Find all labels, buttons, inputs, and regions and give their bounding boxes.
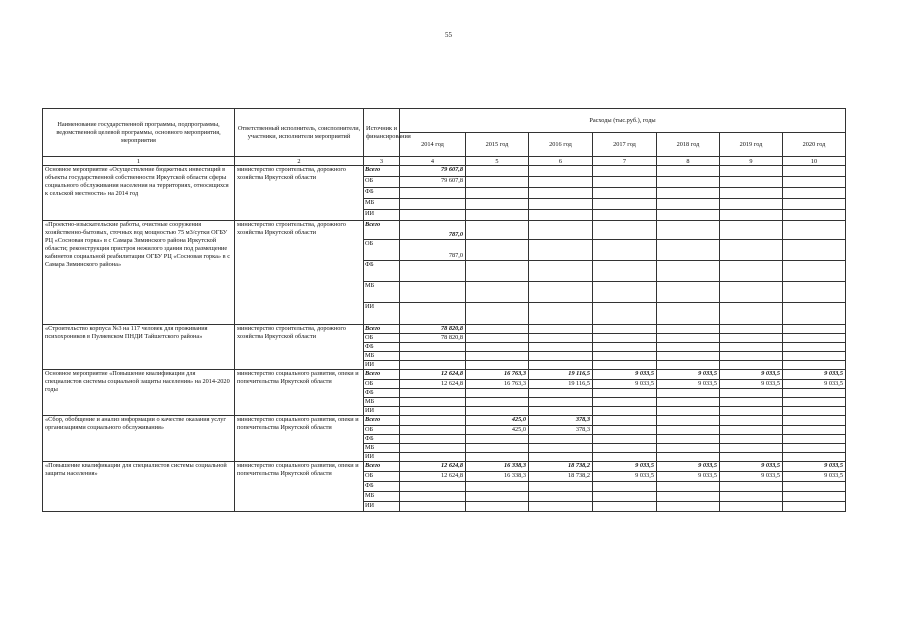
- expense-value: [720, 398, 783, 407]
- expense-value: [400, 282, 466, 303]
- expense-value: [400, 361, 466, 370]
- expense-value: [593, 221, 657, 240]
- expense-value: [466, 188, 529, 199]
- expense-value: [720, 188, 783, 199]
- expense-value: [783, 221, 846, 240]
- expense-value: [466, 199, 529, 210]
- expense-value: [400, 426, 466, 435]
- funding-source: ИИ: [364, 210, 400, 221]
- expense-value: [529, 199, 593, 210]
- expense-value: [466, 407, 529, 416]
- table-body: [43, 166, 846, 512]
- col-number: 7: [593, 157, 657, 166]
- expense-value: [529, 334, 593, 343]
- expense-value: [466, 389, 529, 398]
- expense-value: [783, 177, 846, 188]
- expense-value: [593, 343, 657, 352]
- expense-value: [657, 435, 720, 444]
- expense-value: [657, 361, 720, 370]
- expense-value: [529, 325, 593, 334]
- expense-value: 425,0: [466, 426, 529, 435]
- executor: министерство социального развития, опеки и попечительства Иркутской области: [235, 416, 364, 462]
- expense-value: 787,0: [400, 240, 466, 261]
- expense-value: [466, 398, 529, 407]
- expense-value: [400, 352, 466, 361]
- expense-value: [593, 398, 657, 407]
- expense-value: [529, 177, 593, 188]
- expense-value: 18 738,2: [529, 462, 593, 472]
- expense-value: [720, 343, 783, 352]
- expense-value: [593, 210, 657, 221]
- expense-value: [466, 240, 529, 261]
- expense-value: [466, 221, 529, 240]
- expense-value: [720, 492, 783, 502]
- expense-value: [657, 453, 720, 462]
- executor: министерство социального развития, опеки и попечительства Иркутской области: [235, 462, 364, 512]
- expense-value: [783, 453, 846, 462]
- expense-value: [783, 166, 846, 177]
- expense-value: [720, 435, 783, 444]
- expense-value: 19 116,5: [529, 380, 593, 389]
- col-number: 4: [400, 157, 466, 166]
- expense-value: 12 624,8: [400, 380, 466, 389]
- activity-name: «Повышение квалификации для специалистов системы социальной защиты населения»: [43, 462, 235, 512]
- expense-value: [720, 240, 783, 261]
- expense-value: [466, 482, 529, 492]
- header-expenses: Расходы (тыс.руб.), годы: [400, 109, 846, 133]
- expense-value: [783, 502, 846, 512]
- expense-value: [783, 389, 846, 398]
- header-year: 2018 год: [657, 133, 720, 157]
- expense-value: [657, 482, 720, 492]
- expense-value: [593, 188, 657, 199]
- expense-value: 12 624,8: [400, 472, 466, 482]
- expense-value: [466, 177, 529, 188]
- executor: министерство строительства, дорожного хозяйства Иркутской области: [235, 166, 364, 221]
- expense-value: 378,3: [529, 416, 593, 426]
- expense-value: 9 033,5: [593, 472, 657, 482]
- expense-value: [529, 389, 593, 398]
- expense-value: [400, 444, 466, 453]
- expense-value: [400, 188, 466, 199]
- expense-value: [466, 210, 529, 221]
- expense-value: [657, 177, 720, 188]
- expense-value: [783, 188, 846, 199]
- expense-value: [593, 282, 657, 303]
- expense-value: 9 033,5: [720, 462, 783, 472]
- table-row: [43, 166, 846, 177]
- expense-value: [720, 352, 783, 361]
- expense-value: 16 763,3: [466, 370, 529, 380]
- expense-value: 79 607,8: [400, 166, 466, 177]
- header-executor: Ответственный исполнитель, соисполнители, участники, исполнители мероприятий: [235, 109, 364, 157]
- expense-value: [657, 261, 720, 282]
- expense-value: 787,0: [400, 221, 466, 240]
- expense-value: 9 033,5: [783, 370, 846, 380]
- expense-value: [466, 435, 529, 444]
- funding-source: Всего: [364, 325, 400, 334]
- funding-source: МБ: [364, 352, 400, 361]
- expense-value: [783, 325, 846, 334]
- funding-source: Всего: [364, 416, 400, 426]
- funding-source: Всего: [364, 166, 400, 177]
- expense-value: [400, 453, 466, 462]
- expense-value: [720, 325, 783, 334]
- expense-value: [466, 361, 529, 370]
- expense-value: [657, 303, 720, 325]
- expense-value: [657, 343, 720, 352]
- expense-value: [657, 166, 720, 177]
- expense-value: [593, 199, 657, 210]
- expense-value: [400, 398, 466, 407]
- expense-value: 9 033,5: [657, 380, 720, 389]
- expense-value: [400, 492, 466, 502]
- funding-source: ФБ: [364, 261, 400, 282]
- expense-value: 9 033,5: [720, 370, 783, 380]
- funding-source: Всего: [364, 462, 400, 472]
- expense-value: [657, 407, 720, 416]
- expense-value: [720, 282, 783, 303]
- funding-source: ФБ: [364, 482, 400, 492]
- expense-value: 9 033,5: [720, 472, 783, 482]
- table-row: [43, 462, 846, 472]
- expense-value: 12 624,8: [400, 462, 466, 472]
- executor: министерство строительства, дорожного хозяйства Иркутской области: [235, 325, 364, 370]
- expense-value: [529, 166, 593, 177]
- expense-value: [720, 444, 783, 453]
- activity-name: «Сбор, обобщение и анализ информации о качестве оказания услуг организациями социального обслуживания»: [43, 416, 235, 462]
- expense-value: 9 033,5: [593, 370, 657, 380]
- expense-value: [657, 221, 720, 240]
- expense-value: 9 033,5: [657, 370, 720, 380]
- expense-value: [657, 352, 720, 361]
- expense-value: [529, 502, 593, 512]
- expense-value: [466, 343, 529, 352]
- expense-value: [720, 166, 783, 177]
- expense-value: [529, 492, 593, 502]
- expense-value: [720, 482, 783, 492]
- funding-source: ФБ: [364, 188, 400, 199]
- expense-value: [657, 492, 720, 502]
- expense-value: [529, 261, 593, 282]
- expense-value: [400, 482, 466, 492]
- expense-value: [783, 407, 846, 416]
- expense-value: [720, 177, 783, 188]
- expense-value: 79 607,8: [400, 177, 466, 188]
- expense-value: [720, 453, 783, 462]
- expense-value: [529, 361, 593, 370]
- expense-value: [400, 199, 466, 210]
- funding-source: МБ: [364, 199, 400, 210]
- expense-value: 9 033,5: [657, 472, 720, 482]
- expense-value: 9 033,5: [783, 462, 846, 472]
- expense-value: 16 338,3: [466, 472, 529, 482]
- header-source: Источник и финансирования: [364, 109, 400, 157]
- funding-source: ИИ: [364, 453, 400, 462]
- expense-value: [529, 352, 593, 361]
- expense-value: [593, 492, 657, 502]
- expense-value: [400, 407, 466, 416]
- funding-source: ФБ: [364, 435, 400, 444]
- expense-value: [720, 407, 783, 416]
- expense-value: [400, 389, 466, 398]
- expense-value: 19 116,5: [529, 370, 593, 380]
- col-number: 2: [235, 157, 364, 166]
- expense-value: [529, 435, 593, 444]
- expense-value: [529, 482, 593, 492]
- executor: министерство социального развития, опеки и попечительства Иркутской области: [235, 370, 364, 416]
- expense-value: [529, 221, 593, 240]
- expense-value: [783, 210, 846, 221]
- expense-value: [657, 398, 720, 407]
- expense-value: [593, 325, 657, 334]
- budget-table: [42, 108, 846, 512]
- expense-value: 378,3: [529, 426, 593, 435]
- table-row: [43, 221, 846, 240]
- expense-value: [783, 444, 846, 453]
- expense-value: [720, 199, 783, 210]
- expense-value: [466, 453, 529, 462]
- expense-value: [657, 334, 720, 343]
- activity-name: Основное мероприятие «Повышение квалификации для специалистов системы социальной защиты населения» на 2014-2020 годы: [43, 370, 235, 416]
- expense-value: 18 738,2: [529, 472, 593, 482]
- funding-source: ОБ: [364, 426, 400, 435]
- activity-name: Основное мероприятие «Осуществление бюджетных инвестиций в объекты государственной собственности Иркутской области сферы социального обслуживания населения на территориях, относящихся к сельской местности» на 2014 год: [43, 166, 235, 221]
- funding-source: МБ: [364, 398, 400, 407]
- expense-value: [783, 261, 846, 282]
- col-number: 6: [529, 157, 593, 166]
- expense-value: 9 033,5: [593, 380, 657, 389]
- expense-value: [400, 435, 466, 444]
- expense-value: 9 033,5: [783, 472, 846, 482]
- funding-source: МБ: [364, 492, 400, 502]
- expense-value: [720, 210, 783, 221]
- expense-value: [593, 166, 657, 177]
- expense-value: [657, 325, 720, 334]
- expense-value: [783, 482, 846, 492]
- table-row: [43, 370, 846, 380]
- expense-value: 9 033,5: [593, 462, 657, 472]
- expense-value: [720, 502, 783, 512]
- funding-source: ИИ: [364, 502, 400, 512]
- header-year: 2014 год: [400, 133, 466, 157]
- expense-value: [466, 303, 529, 325]
- expense-value: [593, 453, 657, 462]
- expense-value: [593, 389, 657, 398]
- expense-value: [593, 352, 657, 361]
- expense-value: [720, 221, 783, 240]
- expense-value: [529, 282, 593, 303]
- activity-name: «Строительство корпуса №3 на 117 человек для проживания психохроников в Пуляевском ПНДИ Тайшетского района»: [43, 325, 235, 370]
- funding-source: ОБ: [364, 472, 400, 482]
- expense-value: [657, 426, 720, 435]
- expense-value: [783, 334, 846, 343]
- expense-value: [720, 361, 783, 370]
- col-number: 10: [783, 157, 846, 166]
- expense-value: [657, 199, 720, 210]
- expense-value: [466, 261, 529, 282]
- funding-source: ИИ: [364, 303, 400, 325]
- expense-value: 78 820,8: [400, 334, 466, 343]
- expense-value: [657, 188, 720, 199]
- expense-value: [593, 177, 657, 188]
- header-name: Наименование государственной программы, подпрограммы, ведомственной целевой программы, основного мероприятия, мероприятия: [43, 109, 235, 157]
- expense-value: [400, 502, 466, 512]
- expense-value: [529, 343, 593, 352]
- executor: министерство строительства, дорожного хозяйства Иркутской области: [235, 221, 364, 325]
- expense-value: [466, 502, 529, 512]
- expense-value: [529, 444, 593, 453]
- header-year: 2016 год: [529, 133, 593, 157]
- col-number: 3: [364, 157, 400, 166]
- expense-value: [657, 282, 720, 303]
- expense-value: [720, 426, 783, 435]
- expense-value: 12 624,8: [400, 370, 466, 380]
- expense-value: [529, 240, 593, 261]
- expense-value: [529, 188, 593, 199]
- expense-value: 9 033,5: [657, 462, 720, 472]
- expense-value: [529, 303, 593, 325]
- page-number: 55: [445, 31, 452, 39]
- funding-source: ИИ: [364, 407, 400, 416]
- expense-value: [593, 482, 657, 492]
- expense-value: [400, 416, 466, 426]
- expense-value: [783, 492, 846, 502]
- expense-value: [466, 334, 529, 343]
- expense-value: [783, 282, 846, 303]
- table-row: [43, 416, 846, 426]
- header-year: 2015 год: [466, 133, 529, 157]
- expense-value: [783, 361, 846, 370]
- expense-value: [466, 492, 529, 502]
- expense-value: [466, 282, 529, 303]
- expense-value: [657, 416, 720, 426]
- funding-source: Всего: [364, 221, 400, 240]
- expense-value: [783, 303, 846, 325]
- col-number: 8: [657, 157, 720, 166]
- expense-value: [720, 389, 783, 398]
- expense-value: [529, 453, 593, 462]
- header-year: 2020 год: [783, 133, 846, 157]
- funding-source: ОБ: [364, 380, 400, 389]
- expense-value: [657, 502, 720, 512]
- expense-value: [593, 444, 657, 453]
- expense-value: [720, 416, 783, 426]
- expense-value: [529, 398, 593, 407]
- expense-value: [593, 240, 657, 261]
- header-year: 2019 год: [720, 133, 783, 157]
- expense-value: [720, 261, 783, 282]
- expense-value: [593, 303, 657, 325]
- activity-name: «Проектно-изыскательские работы, очистные сооружения хозяйственно-бытовых, сточных вод мощностью 75 м3/сутки ОГБУ РЦ «Сосновая горка» в с Самара Зиминского района Иркутской области; реконструкция пристроя нежилого здания под размещение кабинетов социальной реабилитации ОГБУ РЦ «Сосновая горка» в с Самара Зиминского района»: [43, 221, 235, 325]
- expense-value: [593, 407, 657, 416]
- expense-value: 16 338,3: [466, 462, 529, 472]
- expense-value: [657, 389, 720, 398]
- funding-source: ФБ: [364, 343, 400, 352]
- expense-value: 16 763,3: [466, 380, 529, 389]
- expense-value: 425,0: [466, 416, 529, 426]
- expense-value: 9 033,5: [783, 380, 846, 389]
- expense-value: [783, 343, 846, 352]
- expense-value: [400, 343, 466, 352]
- expense-value: [466, 444, 529, 453]
- expense-value: [783, 398, 846, 407]
- expense-value: [593, 261, 657, 282]
- funding-source: ФБ: [364, 389, 400, 398]
- expense-value: 9 033,5: [720, 380, 783, 389]
- expense-value: [657, 444, 720, 453]
- funding-source: Всего: [364, 370, 400, 380]
- expense-value: [657, 210, 720, 221]
- expense-value: [593, 416, 657, 426]
- expense-value: [783, 352, 846, 361]
- expense-value: [400, 210, 466, 221]
- expense-value: [657, 240, 720, 261]
- col-number: 9: [720, 157, 783, 166]
- funding-source: ИИ: [364, 361, 400, 370]
- expense-value: [593, 426, 657, 435]
- expense-value: [720, 303, 783, 325]
- funding-source: ОБ: [364, 334, 400, 343]
- expense-value: [783, 240, 846, 261]
- funding-source: МБ: [364, 282, 400, 303]
- expense-value: [783, 416, 846, 426]
- expense-value: [400, 303, 466, 325]
- expense-value: [593, 502, 657, 512]
- expense-value: [529, 407, 593, 416]
- funding-source: ОБ: [364, 177, 400, 188]
- expense-value: [400, 261, 466, 282]
- expense-value: [466, 352, 529, 361]
- funding-source: МБ: [364, 444, 400, 453]
- expense-value: [593, 361, 657, 370]
- funding-source: ОБ: [364, 240, 400, 261]
- expense-value: [466, 325, 529, 334]
- expense-value: [720, 334, 783, 343]
- expense-value: [593, 435, 657, 444]
- header-year: 2017 год: [593, 133, 657, 157]
- expense-value: 78 820,8: [400, 325, 466, 334]
- table-row: [43, 325, 846, 334]
- col-number: 1: [43, 157, 235, 166]
- col-number: 5: [466, 157, 529, 166]
- expense-value: [593, 334, 657, 343]
- expense-value: [783, 435, 846, 444]
- expense-value: [529, 210, 593, 221]
- expense-value: [783, 199, 846, 210]
- expense-value: [783, 426, 846, 435]
- expense-value: [466, 166, 529, 177]
